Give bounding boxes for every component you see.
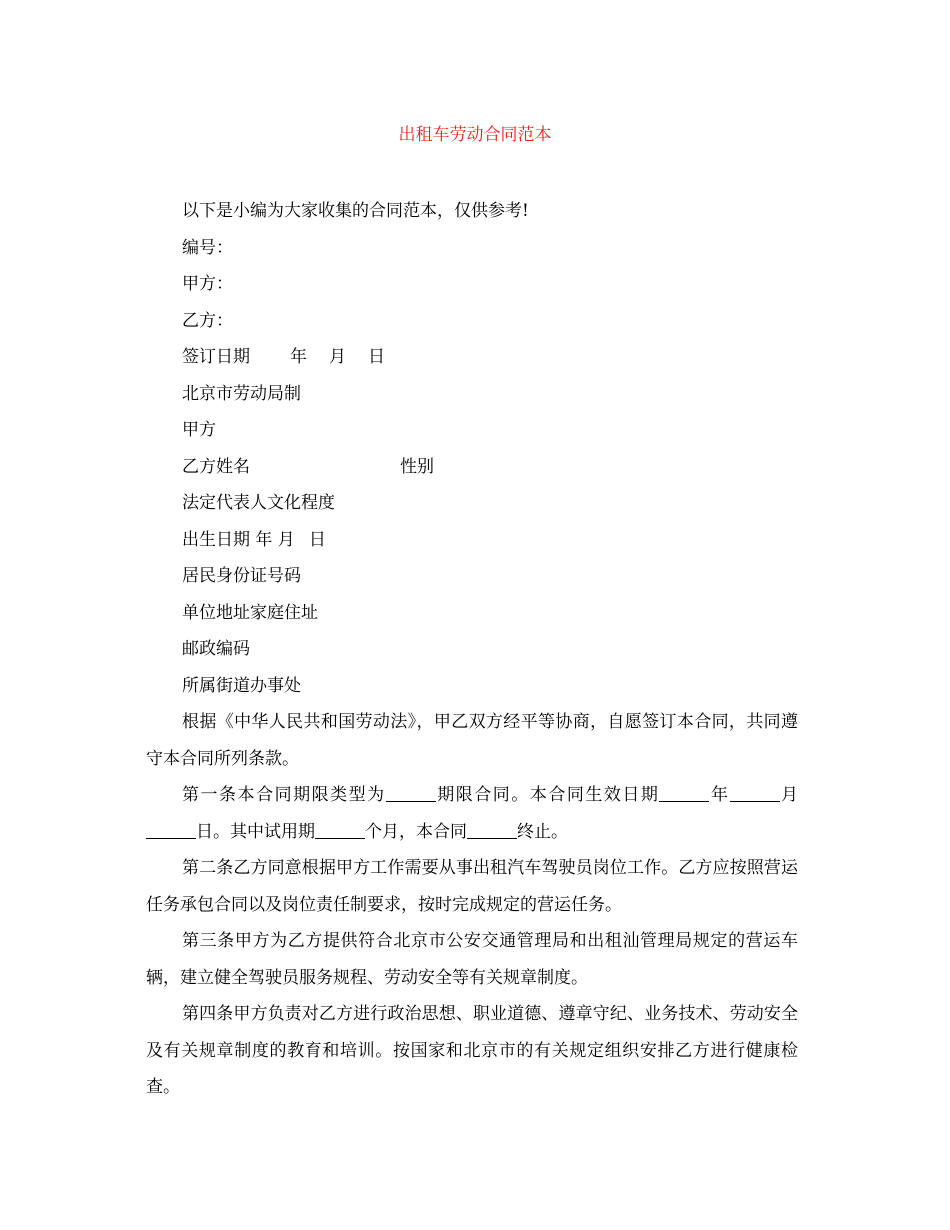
field-birth-date	[146, 522, 798, 559]
article-1-paragraph	[146, 777, 798, 850]
issuer-line: 北京市劳动局制	[182, 383, 301, 404]
field-address: 单位地址家庭住址	[182, 602, 318, 623]
blank-effective-day	[146, 820, 196, 839]
sign-date-label: 签订日期	[182, 347, 250, 367]
birth-date-day: 日	[308, 529, 326, 550]
field-street-office: 所属街道办事处	[182, 675, 301, 696]
field-postcode: 邮政编码	[182, 639, 250, 659]
field-number: 编号：	[182, 237, 233, 258]
preamble-paragraph: 根据《中华人民共和国劳动法》，甲乙双方经平等协商，自愿签订本合同，共同遵守本合同所列条款。	[146, 712, 798, 769]
article-4-paragraph: 第四条甲方负责对乙方进行政治思想、职业道德、遵章守纪、业务技术、劳动安全及有关规章制度的教育和培训。按国家和北京市的有关规定组织安排乙方进行健康检查。	[146, 1004, 798, 1097]
blank-effective-month	[730, 783, 780, 802]
blank-effective-year	[659, 783, 709, 802]
sign-date-day: 日	[368, 347, 385, 367]
field-party-b-name	[146, 449, 798, 486]
art1-text-c: 年	[709, 785, 730, 805]
gender-label: 性别	[400, 456, 434, 477]
intro-line: 以下是小编为大家收集的合同范本，仅供参考!	[182, 201, 529, 221]
document-title: 出租车劳动合同范本	[398, 125, 552, 145]
art1-text-f: 个月，本合同	[365, 821, 467, 842]
blank-term-type	[386, 783, 436, 802]
field-legal-rep-education: 法定代表人文化程度	[182, 493, 335, 513]
art1-text-a: 第一条本合同期限类型为	[182, 785, 386, 805]
birth-date-label: 出生日期 年 月	[182, 529, 295, 550]
art1-text-e: 日。其中试用期	[196, 821, 315, 842]
field-party-b: 乙方：	[182, 310, 233, 331]
blank-termination	[467, 820, 517, 839]
sign-date-year: 年	[290, 347, 307, 367]
article-2-paragraph: 第二条乙方同意根据甲方工作需要从事出租汽车驾驶员岗位工作。乙方应按照营运任务承包合同以及岗位责任制要求，按时完成规定的营运任务。	[146, 858, 798, 915]
field-id-number: 居民身份证号码	[182, 566, 301, 586]
article-3-paragraph: 第三条甲方为乙方提供符合北京市公安交通管理局和出租汕管理局规定的营运车辆，建立健全驾驶员服务规程、劳动安全等有关规章制度。	[146, 931, 798, 988]
blank-probation-months	[315, 820, 365, 839]
art1-text-d: 月	[779, 785, 799, 805]
party-b-name-label: 乙方姓名	[182, 456, 250, 477]
party-a-heading: 甲方	[182, 420, 216, 440]
art1-text-b: 期限合同。本合同生效日期	[435, 785, 660, 805]
field-sign-date	[146, 339, 798, 376]
sign-date-month: 月	[329, 347, 346, 367]
field-party-a: 甲方：	[182, 274, 233, 294]
document-body	[146, 193, 798, 1106]
art1-text-g: 终止。	[517, 821, 568, 842]
